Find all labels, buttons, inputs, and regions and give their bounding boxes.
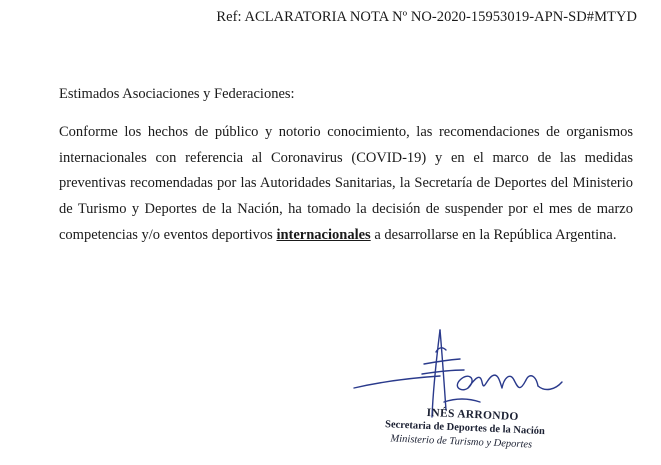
reference-line: Ref: ACLARATORIA NOTA Nº NO-2020-15953019-APN-SD#MTYD <box>216 9 637 25</box>
signatory-ministry: Ministerio de Turismo y Deportes <box>390 433 533 451</box>
signatory-name: INÉS ARRONDO <box>426 406 519 423</box>
signature-stamp <box>380 404 582 455</box>
greeting: Estimados Asociaciones y Federaciones: <box>59 86 295 102</box>
paragraph-text-before: Conforme los hechos de público y notorio conocimiento, las recomendaciones de organismos internacionales con referencia al Coronavirus (COVID-19) y en el marco de las medidas preventivas recomendadas por las Autoridades Sanitarias, la Secretaría de Deportes del Ministerio de Turismo y Deportes de la Nación, ha tomado la decisión de suspender por el mes de marzo competencias y/o eventos deportivos <box>59 124 633 243</box>
signatory-title: Secretaria de Deportes de la Nación <box>384 419 546 438</box>
paragraph-emphasis: internacionales <box>276 226 371 243</box>
paragraph-text-after: a desarrollarse en la República Argentina. <box>370 226 617 243</box>
body-paragraph <box>59 120 633 249</box>
